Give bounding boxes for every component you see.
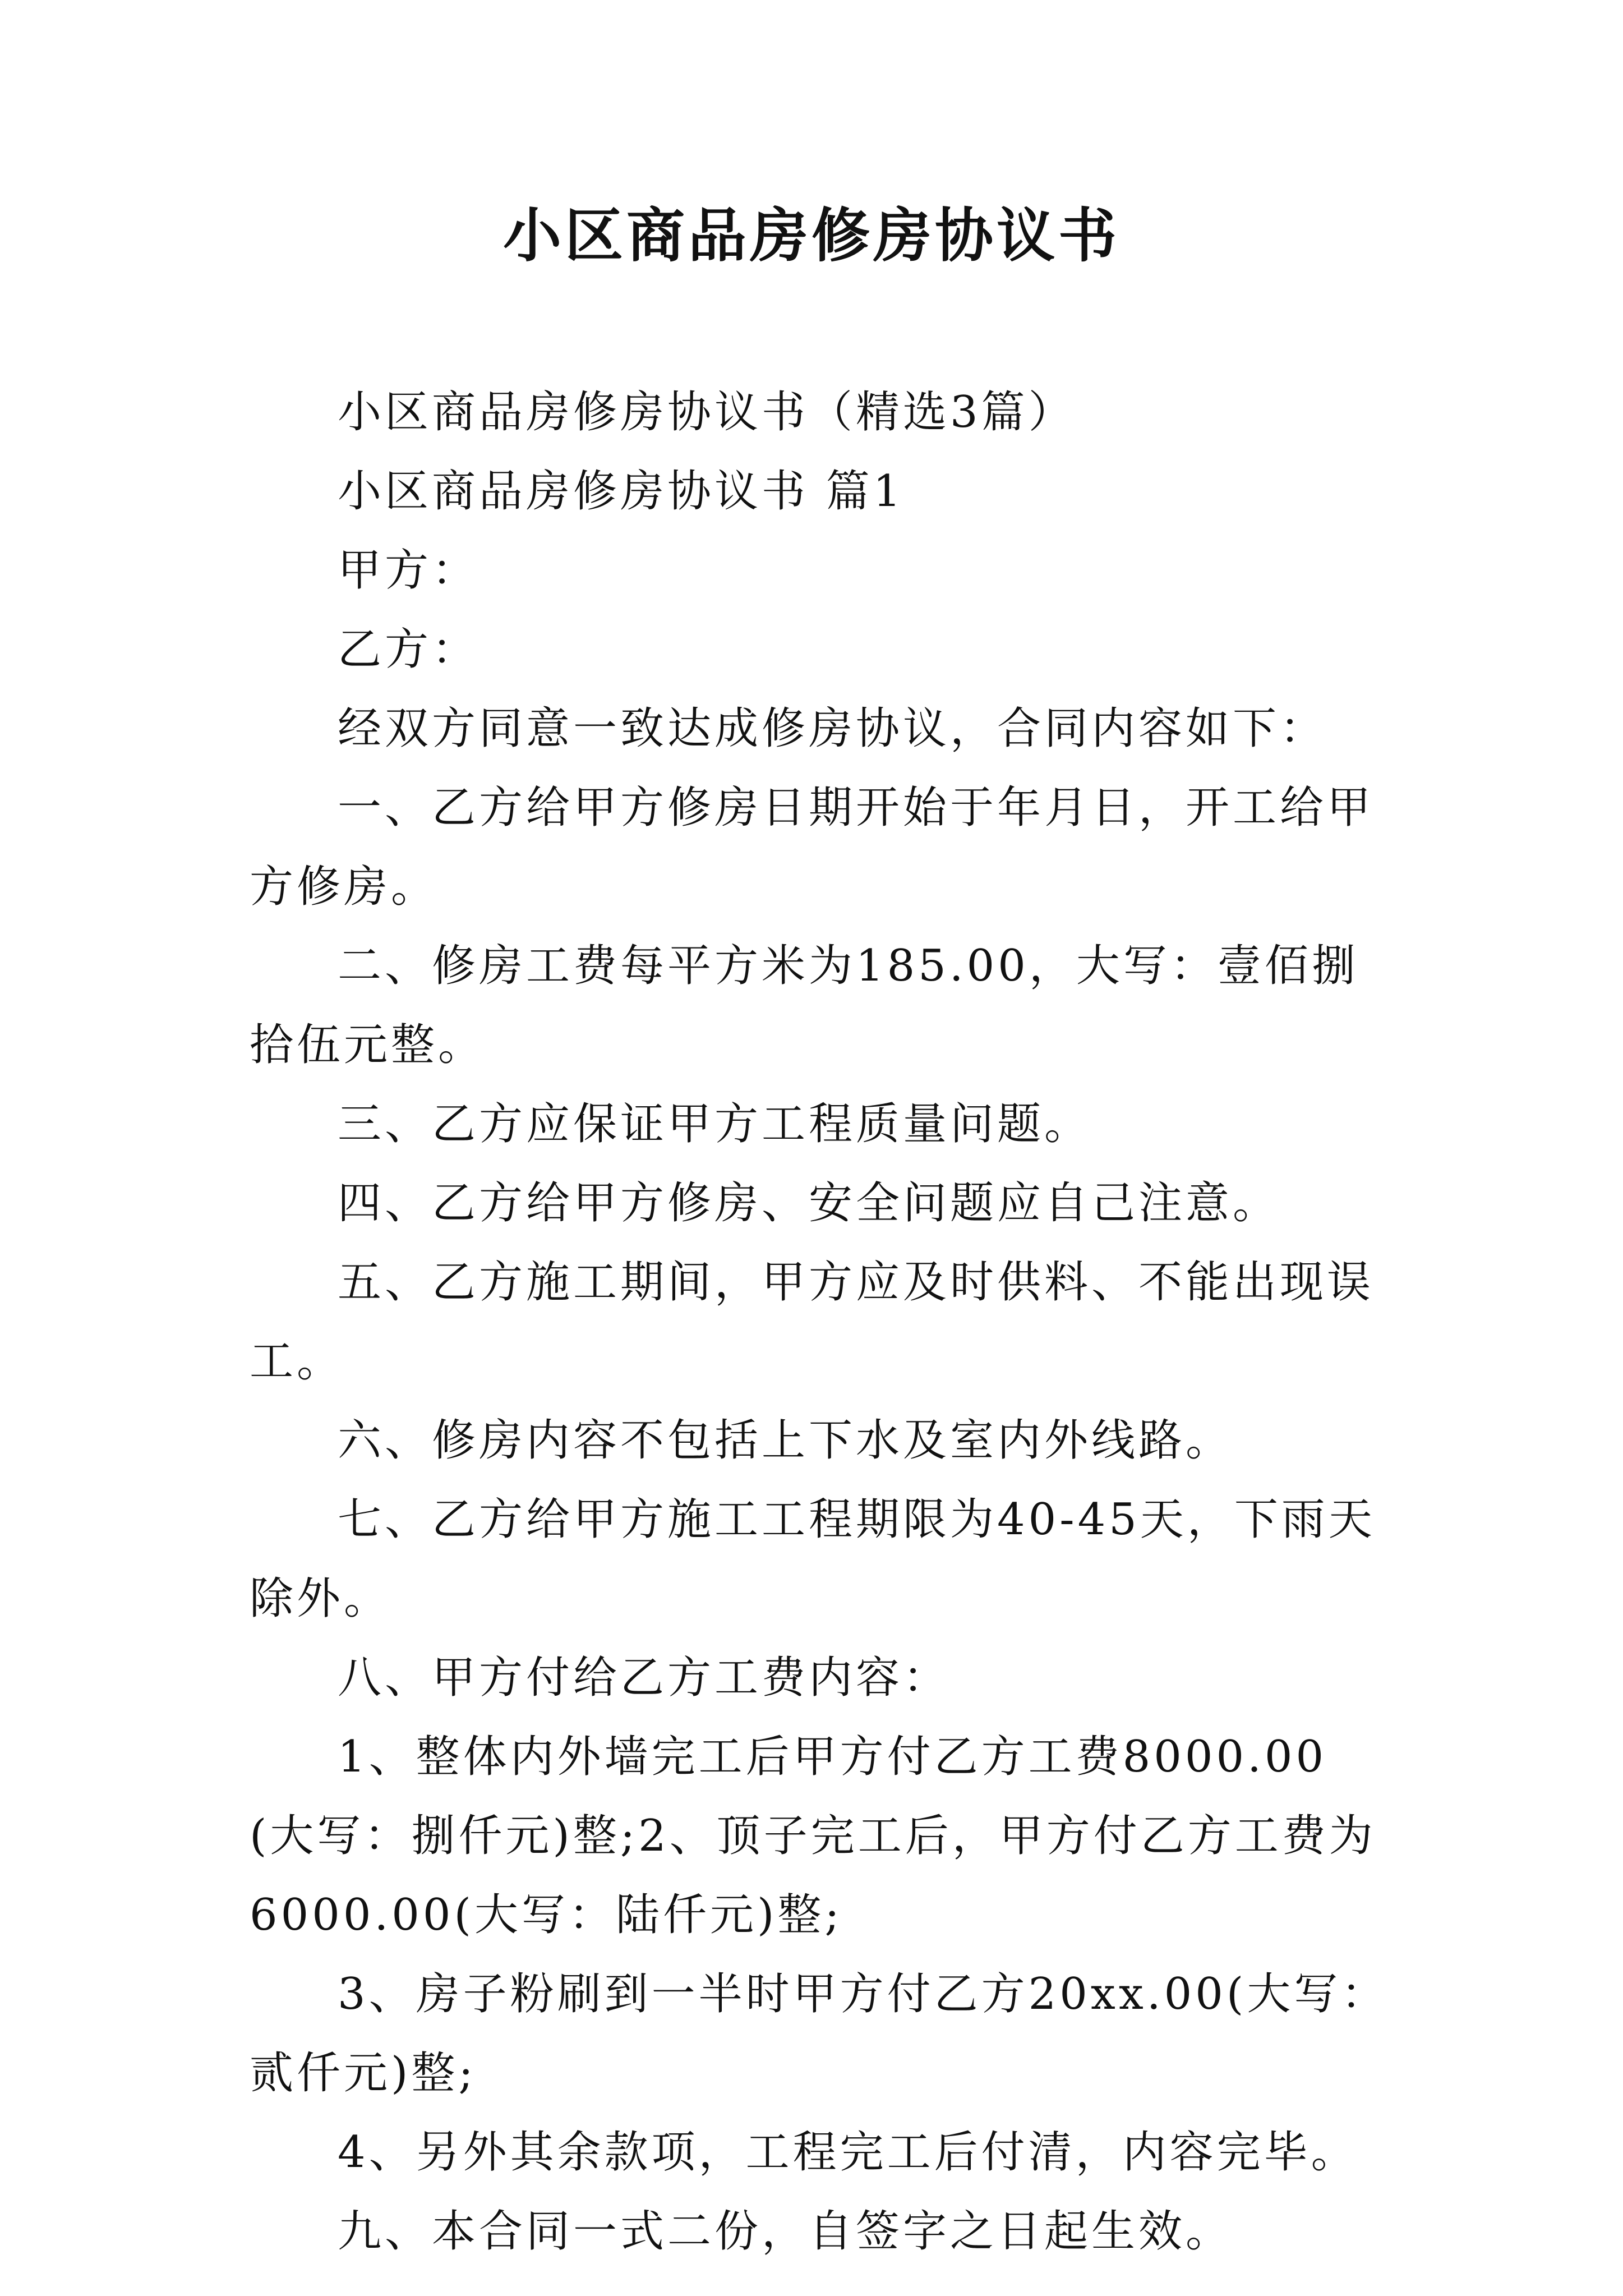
paragraph-clause-2: 二、修房工费每平方米为185.00，大写：壹佰捌拾伍元整。 <box>250 941 1359 1070</box>
paragraph-clause-6: 六、修房内容不包括上下水及室内外线路。 <box>338 1415 1233 1466</box>
paragraph-payment-3: 3、房子粉刷到一半时甲方付乙方20xx.00(大写：贰仟元)整; <box>250 1969 1389 2099</box>
paragraph-payment-1-2: 1、整体内外墙完工后甲方付乙方工费8000.00(大写：捌仟元)整;2、顶子完工后，甲方付乙方工费为6000.00(大写：陆仟元)整; <box>250 1732 1376 1940</box>
paragraph-clause-4: 四、乙方给甲方修房、安全问题应自己注意。 <box>338 1178 1280 1228</box>
paragraph-intro: 经双方同意一致达成修房协议，合同内容如下： <box>338 703 1327 754</box>
paragraph-clause-3: 三、乙方应保证甲方工程质量问题。 <box>338 1099 1092 1149</box>
paragraph-clause-1: 一、乙方给甲方修房日期开始于年月日，开工给甲方修房。 <box>250 783 1375 912</box>
paragraph-clause-8: 八、甲方付给乙方工费内容： <box>338 1653 951 1703</box>
document-title: 小区商品房修房协议书 <box>502 201 1120 270</box>
paragraph-clause-5: 五、乙方施工期间，甲方应及时供料、不能出现误工。 <box>250 1257 1375 1387</box>
paragraph-clause-9: 九、本合同一式二份，自签字之日起生效。 <box>338 2206 1233 2257</box>
document-body <box>250 373 1394 2271</box>
paragraph-section-heading: 小区商品房修房协议书 篇1 <box>338 466 905 517</box>
paragraph-party-a: 甲方： <box>338 545 479 596</box>
paragraph-party-b: 乙方： <box>338 624 479 675</box>
paragraph-clause-7: 七、乙方给甲方施工工程期限为40-45天，下雨天除外。 <box>250 1494 1376 1624</box>
paragraph-collection-title: 小区商品房修房协议书（精选3篇） <box>338 387 1076 438</box>
paragraph-payment-4: 4、另外其余款项，工程完工后付清，内容完毕。 <box>338 2127 1358 2178</box>
